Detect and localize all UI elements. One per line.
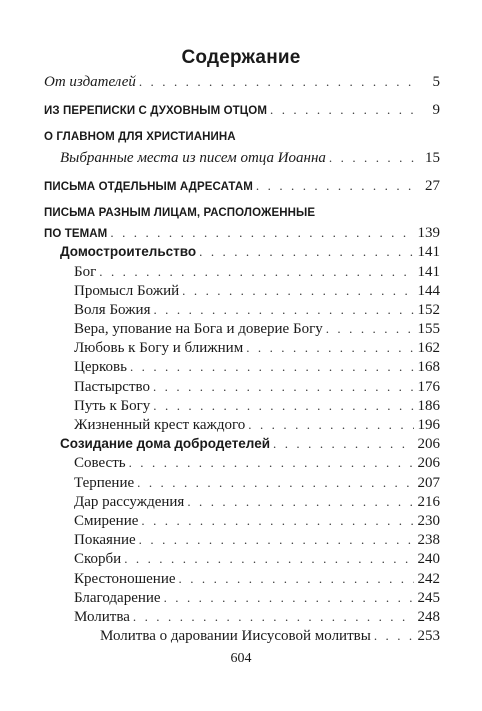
dot-leader xyxy=(374,626,414,645)
toc-entry-cross[interactable] xyxy=(44,415,440,434)
toc-entry-page: 206 xyxy=(417,436,440,453)
dot-leader xyxy=(153,377,414,396)
toc-entry-page: 245 xyxy=(417,589,440,606)
toc-entry-page: 242 xyxy=(417,570,440,587)
toc-section-letters-by-topic[interactable] xyxy=(44,204,440,223)
dot-leader xyxy=(329,148,414,167)
dot-leader xyxy=(256,176,414,195)
dot-leader xyxy=(129,453,414,472)
toc-entry-label: Выбранные места из писем отца Иоанна xyxy=(60,149,326,166)
toc-entry-label: От издателей xyxy=(44,74,136,90)
toc-entry-label: Церковь xyxy=(74,359,127,376)
dot-leader xyxy=(182,281,413,300)
toc-entry-thanksgiving[interactable] xyxy=(44,588,440,607)
dot-leader xyxy=(270,100,414,119)
toc-entry-page: 176 xyxy=(417,378,440,395)
toc-entry-faith[interactable] xyxy=(44,319,440,338)
toc-entry-prayer[interactable] xyxy=(44,607,440,626)
toc-entry-repentance[interactable] xyxy=(44,530,440,549)
dot-leader xyxy=(179,569,414,588)
dot-leader xyxy=(137,473,413,492)
toc-entry-label: Домостроительство xyxy=(60,244,197,260)
toc-entry-label: Покаяние xyxy=(74,532,136,549)
toc-section-main-for-christian[interactable] xyxy=(44,128,440,147)
toc-entry-page: 253 xyxy=(417,628,440,645)
table-of-contents xyxy=(44,72,440,645)
toc-entry-page: 230 xyxy=(417,512,440,529)
dot-leader xyxy=(273,434,413,453)
toc-entry-page: 216 xyxy=(417,493,440,510)
toc-entry-page: 196 xyxy=(417,417,440,433)
toc-entry-label: Путь к Богу xyxy=(74,397,151,414)
toc-entry-page: 207 xyxy=(417,474,440,491)
toc-entry-label: Скорби xyxy=(74,551,122,568)
dot-leader xyxy=(187,492,413,511)
toc-entry-label: ПО ТЕМАМ xyxy=(44,228,108,241)
toc-entry-label: Молитва xyxy=(74,608,130,625)
toc-entry-label: Промысл Божий xyxy=(74,282,180,299)
toc-entry-page: 139 xyxy=(417,225,440,242)
toc-entry-label: ПИСЬМА РАЗНЫМ ЛИЦАМ, РАСПОЛОЖЕННЫЕ xyxy=(44,206,316,219)
toc-entry-label: ПИСЬМА ОТДЕЛЬНЫМ АДРЕСАТАМ xyxy=(44,180,253,193)
toc-entry-humility[interactable] xyxy=(44,511,440,530)
toc-entry-label: Благодарение xyxy=(74,589,161,606)
toc-entry-by-topic[interactable] xyxy=(44,223,440,242)
dot-leader xyxy=(199,242,413,261)
toc-entry-path-to-god[interactable] xyxy=(44,396,440,415)
toc-entry-label: ИЗ ПЕРЕПИСКИ С ДУХОВНЫМ ОТЦОМ xyxy=(44,105,268,118)
toc-entry-label: Пастырство xyxy=(74,378,150,395)
toc-entry-label: Терпение xyxy=(74,474,135,491)
dot-leader xyxy=(246,338,413,357)
toc-entry-label: Созидание дома добродетелей xyxy=(60,436,271,452)
toc-entry-label: Дар рассуждения xyxy=(74,493,185,510)
dot-leader xyxy=(141,511,413,530)
toc-entry-label: Молитва о даровании Иисусовой молитвы xyxy=(100,628,371,645)
toc-entry-god[interactable] xyxy=(44,262,440,281)
dot-leader xyxy=(99,262,413,281)
toc-entry-patience[interactable] xyxy=(44,473,440,492)
dot-leader xyxy=(326,319,414,338)
toc-entry-sorrows[interactable] xyxy=(44,549,440,568)
toc-entry-label: Крестоношение xyxy=(74,570,176,587)
toc-entry-page: 5 xyxy=(432,74,440,90)
dot-leader xyxy=(139,530,414,549)
toc-subsection-virtues[interactable] xyxy=(44,434,440,453)
toc-entry-label: О ГЛАВНОМ ДЛЯ ХРИСТИАНИНА xyxy=(44,131,236,144)
toc-entry-pastorship[interactable] xyxy=(44,377,440,396)
toc-entry-page: 152 xyxy=(417,301,440,318)
toc-entry-providence[interactable] xyxy=(44,281,440,300)
dot-leader xyxy=(110,223,413,242)
toc-entry-love[interactable] xyxy=(44,338,440,357)
toc-entry-page: 248 xyxy=(417,608,440,625)
dot-leader xyxy=(164,588,414,607)
toc-entry-label: Любовь к Богу и ближним xyxy=(74,340,244,357)
toc-entry-page: 155 xyxy=(417,321,440,338)
toc-entry-page: 15 xyxy=(425,149,440,166)
toc-entry-label: Жизненный крест каждого xyxy=(74,417,246,433)
toc-entry-page: 141 xyxy=(417,263,440,280)
toc-entry-from-publishers[interactable] xyxy=(44,72,440,91)
toc-entry-page: 240 xyxy=(417,551,440,568)
toc-entry-selected-letters[interactable] xyxy=(44,148,440,167)
page-title: Содержание xyxy=(181,47,301,68)
dot-leader xyxy=(133,607,414,626)
toc-entry-jesus-prayer[interactable] xyxy=(44,626,440,645)
toc-entry-discernment[interactable] xyxy=(44,492,440,511)
toc-entry-label: Вера, упование на Бога и доверие Богу xyxy=(74,321,323,338)
toc-entry-page: 141 xyxy=(417,244,440,261)
dot-leader xyxy=(130,357,414,376)
toc-entry-page: 238 xyxy=(417,532,440,549)
toc-entry-conscience[interactable] xyxy=(44,453,440,472)
toc-entry-church[interactable] xyxy=(44,357,440,376)
toc-entry-page: 162 xyxy=(417,340,440,357)
toc-subsection-domostroitelstvo[interactable] xyxy=(44,242,440,261)
toc-entry-page: 206 xyxy=(417,455,440,472)
dot-leader xyxy=(248,415,413,434)
toc-entry-page: 27 xyxy=(425,177,440,194)
dot-leader xyxy=(124,549,413,568)
toc-entry-page: 9 xyxy=(432,102,440,119)
dot-leader xyxy=(153,300,413,319)
dot-leader xyxy=(153,396,413,415)
dot-leader xyxy=(139,72,414,91)
toc-entry-label: Совесть xyxy=(74,455,126,472)
toc-entry-will-of-god[interactable] xyxy=(44,300,440,319)
toc-entry-label: Бог xyxy=(74,263,97,280)
toc-entry-label: Смирение xyxy=(74,512,139,529)
toc-entry-cross-bearing[interactable] xyxy=(44,569,440,588)
toc-entry-page: 144 xyxy=(417,282,440,299)
page-number-footer: 604 xyxy=(230,651,252,666)
toc-entry-page: 186 xyxy=(417,397,440,414)
toc-entry-page: 168 xyxy=(417,359,440,376)
toc-entry-correspondence[interactable] xyxy=(44,100,440,119)
toc-entry-letters-to-addressees[interactable] xyxy=(44,176,440,195)
toc-entry-label: Воля Божия xyxy=(74,301,151,318)
